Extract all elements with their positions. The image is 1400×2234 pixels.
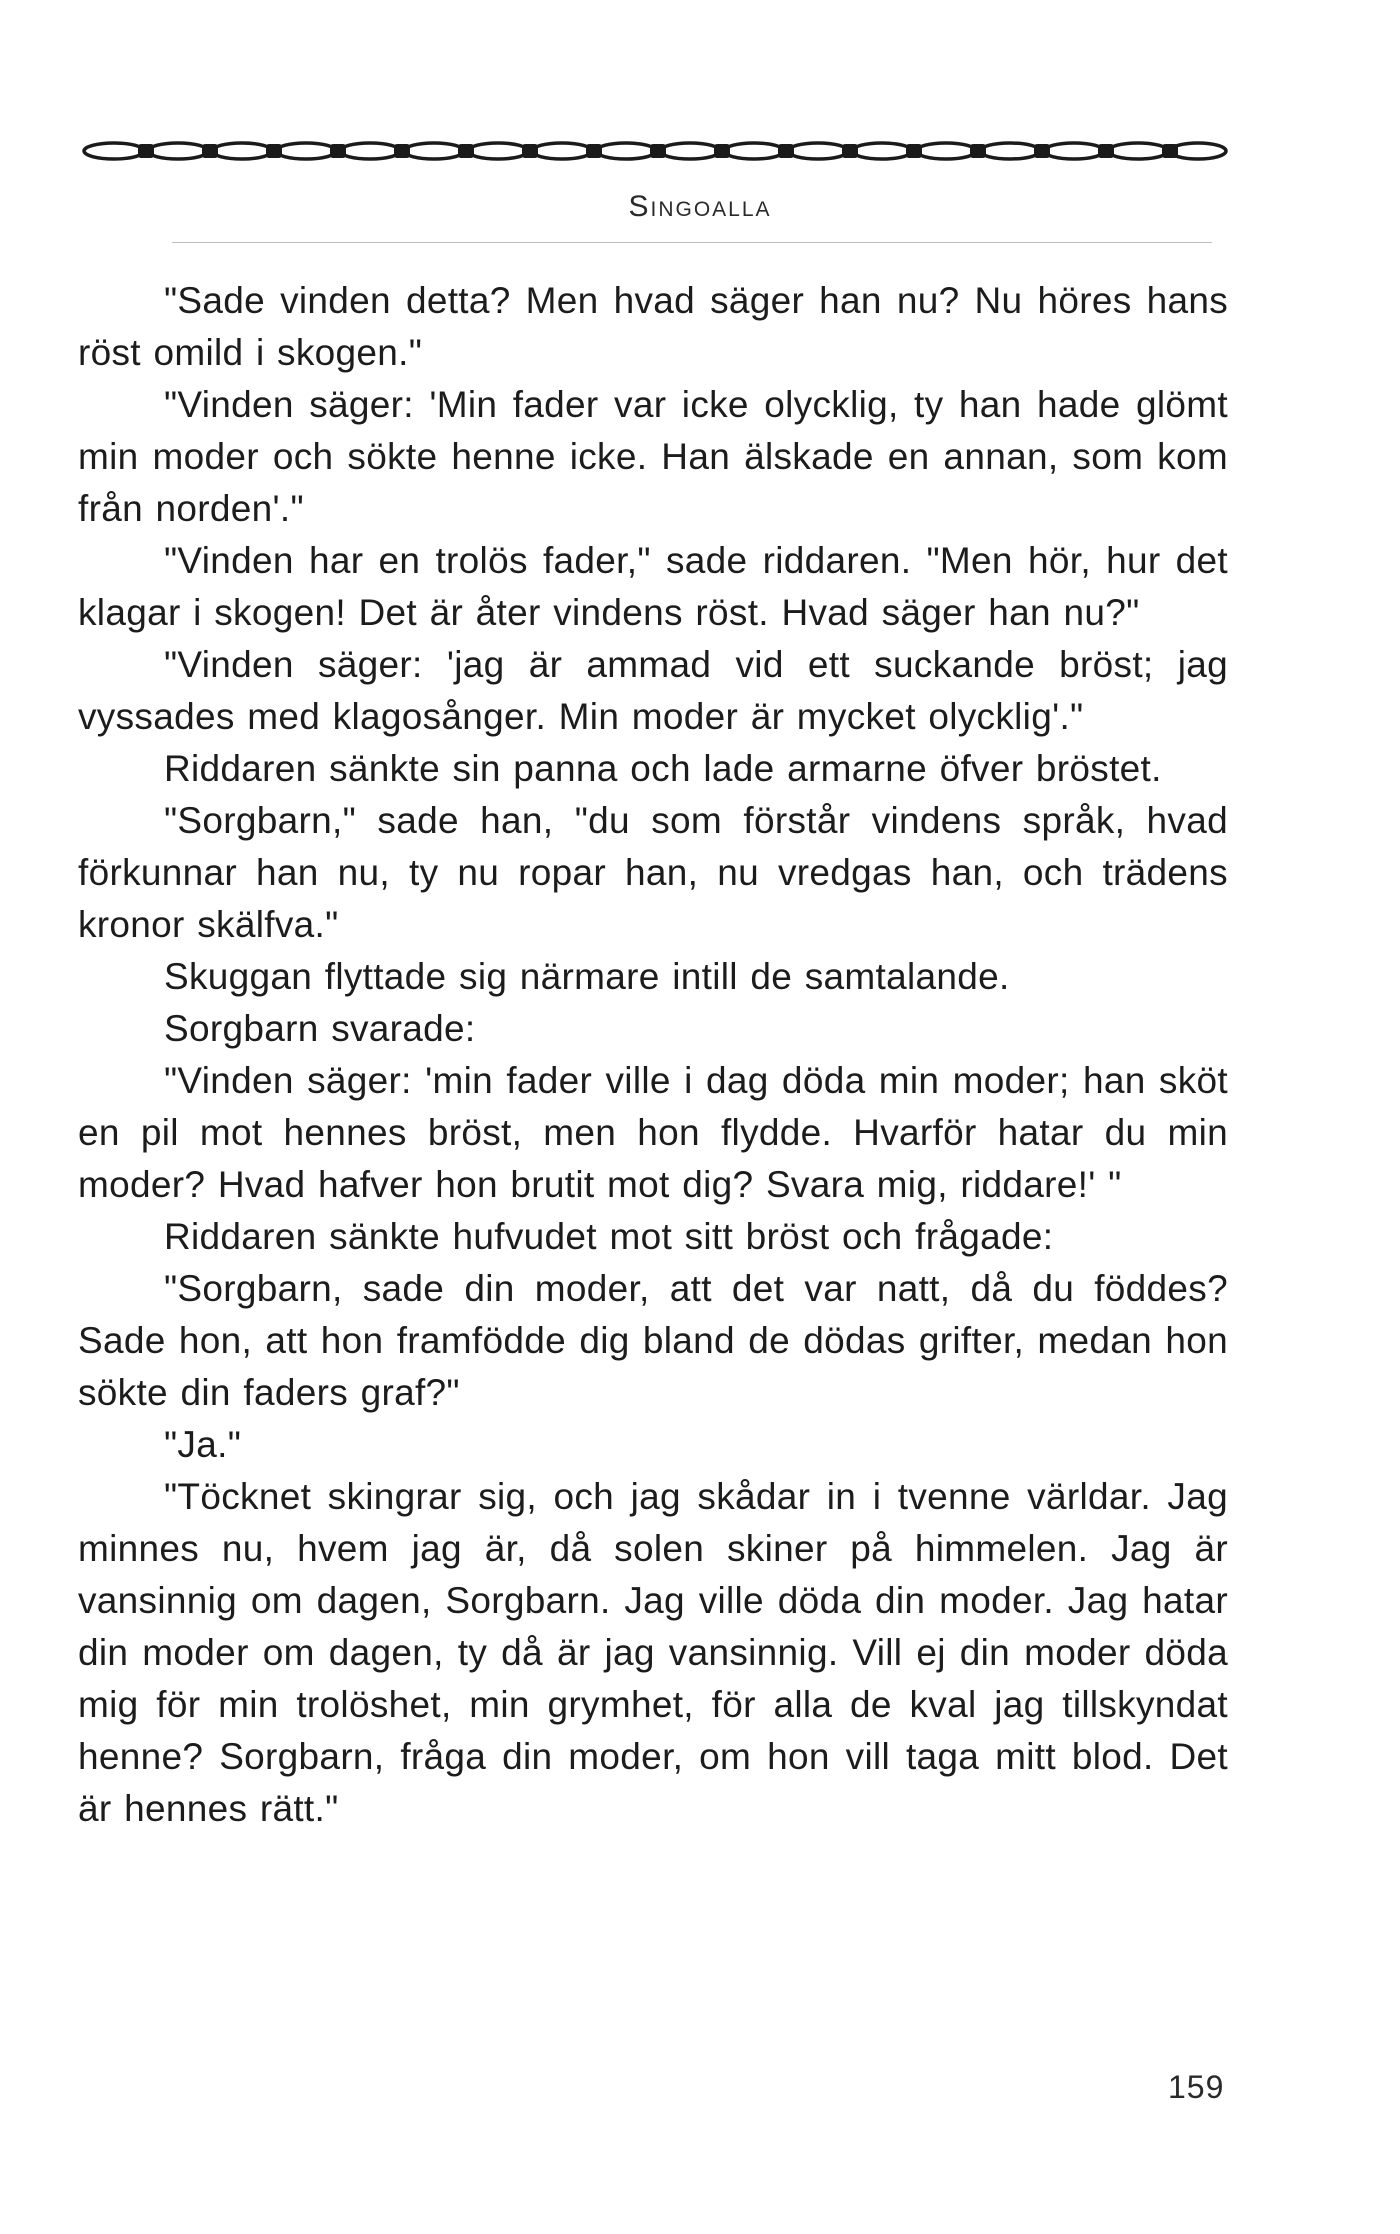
paragraph: "Ja." — [164, 1424, 242, 1465]
paragraph: "Sorgbarn, sade din moder, att det var natt, då du föddes? Sade hon, att hon framfödde dig bland de dödas grifter, medan hon sökte din faders graf?" — [78, 1268, 1228, 1413]
body-text — [78, 275, 1228, 1835]
paragraph: Riddaren sänkte hufvudet mot sitt bröst och frågade: — [164, 1216, 1054, 1257]
paragraph: "Vinden säger: 'Min fader var icke olycklig, ty han hade glömt min moder och sökte henne icke. Han älskade en annan, som kom från norden'." — [78, 384, 1228, 529]
paragraph: "Vinden har en trolös fader," sade riddaren. "Men hör, hur det klagar i skogen! Det är åter vindens röst. Hvad säger han nu?" — [78, 540, 1228, 633]
paragraph: Riddaren sänkte sin panna och lade armarne öfver bröstet. — [164, 748, 1162, 789]
paragraph: "Vinden säger: 'min fader ville i dag döda min moder; han sköt en pil mot hennes bröst, men hon flydde. Hvarför hatar du min moder? Hvad hafver hon brutit mot dig? Svara mig, riddare!' " — [78, 1060, 1228, 1205]
paragraph: Sorgbarn svarade: — [164, 1008, 476, 1049]
paragraph: Skuggan flyttade sig närmare intill de samtalande. — [164, 956, 1010, 997]
running-head-title: Singoalla — [628, 190, 772, 223]
paragraph: "Vinden säger: 'jag är ammad vid ett suckande bröst; jag vyssades med klagosånger. Min moder är mycket olycklig'." — [78, 644, 1228, 737]
paragraph: "Sade vinden detta? Men hvad säger han nu? Nu höres hans röst omild i skogen." — [78, 280, 1228, 373]
running-head — [0, 190, 1400, 224]
paragraph: "Sorgbarn," sade han, "du som förstår vindens språk, hvad förkunnar han nu, ty nu ropar han, nu vredgas han, och trädens kronor skälfva." — [78, 800, 1228, 945]
page-number: 159 — [1168, 2069, 1225, 2105]
header-rule — [172, 242, 1212, 243]
paragraph: "Töcknet skingrar sig, och jag skådar in i tvenne världar. Jag minnes nu, hvem jag är, då solen skiner på himmelen. Jag är vansinnig om dagen, Sorgbarn. Jag ville döda din moder. Jag hatar din moder om dagen, ty då är jag vansinnig. Vill ej din moder döda mig för min trolöshet, min grymhet, för alla de kval jag tillskyndat henne? Sorgbarn, fråga din moder, om hon vill taga mitt blod. Det är hennes rätt." — [78, 1476, 1228, 1829]
chain-ornament-border — [80, 138, 1230, 164]
